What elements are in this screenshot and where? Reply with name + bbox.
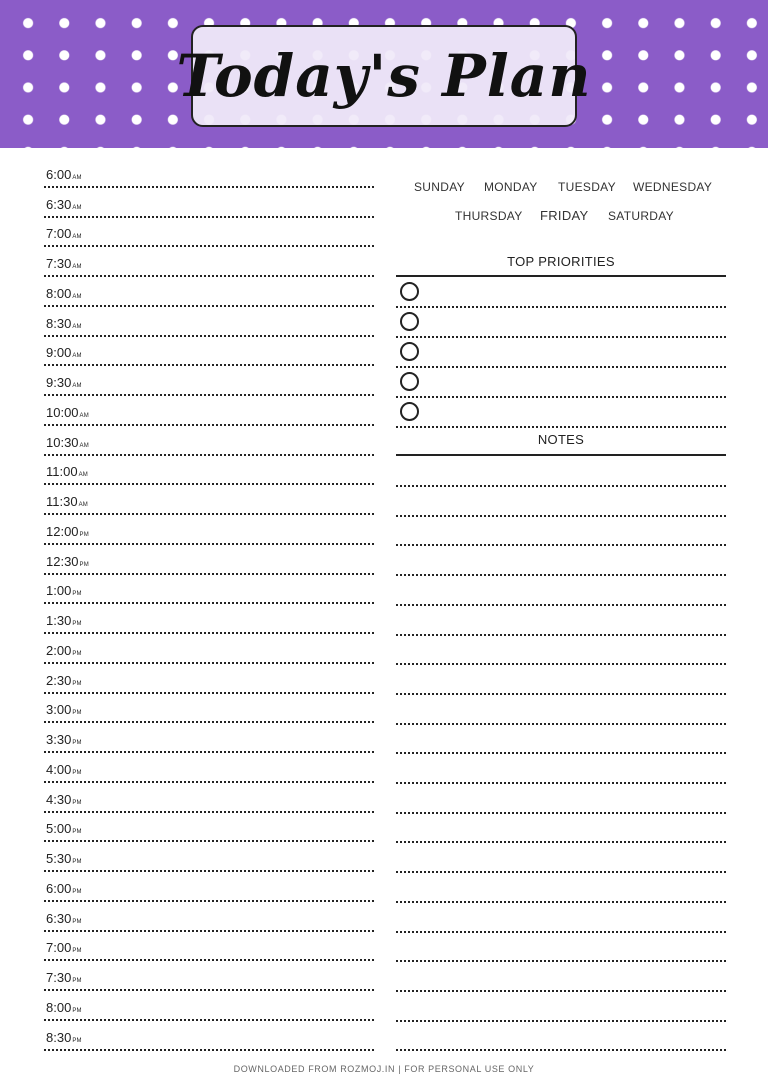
time-slot-row[interactable]	[44, 991, 374, 1021]
time-slot-row[interactable]	[44, 218, 374, 248]
title-box	[176, 25, 592, 127]
time-period: AM	[72, 293, 82, 300]
time-period: PM	[72, 1007, 82, 1014]
time-label	[46, 286, 82, 301]
time-slot-row[interactable]	[44, 456, 374, 486]
time-period: AM	[72, 353, 82, 360]
time-label	[46, 613, 82, 628]
time-value: 6:30	[46, 910, 72, 926]
note-line[interactable]	[396, 990, 726, 992]
time-label	[46, 702, 82, 717]
day-sunday[interactable]: SUNDAY	[414, 180, 465, 194]
note-line[interactable]	[396, 663, 726, 665]
time-slot-row[interactable]	[44, 277, 374, 307]
time-slot-row[interactable]	[44, 604, 374, 634]
time-period: PM	[72, 740, 82, 746]
priority-row[interactable]	[396, 368, 726, 398]
time-slot-row[interactable]	[44, 575, 374, 605]
time-slot-row[interactable]	[44, 961, 374, 991]
time-slot-row[interactable]	[44, 396, 374, 426]
time-label	[46, 673, 82, 688]
time-value: 7:30	[46, 256, 72, 271]
time-value: 4:30	[46, 791, 72, 807]
time-label	[46, 554, 89, 569]
time-value: 6:00	[46, 880, 72, 896]
time-label	[46, 821, 82, 836]
time-value: 7:00	[46, 226, 72, 242]
time-value: 8:00	[46, 285, 72, 301]
time-period: PM	[72, 918, 82, 925]
time-period: PM	[72, 591, 82, 598]
time-slot-row[interactable]	[44, 515, 374, 545]
note-line[interactable]	[396, 1020, 726, 1022]
time-period: PM	[79, 531, 89, 538]
time-slot-row[interactable]	[44, 902, 374, 932]
time-label	[46, 464, 88, 479]
time-period: AM	[72, 234, 82, 241]
time-slot-row[interactable]	[44, 485, 374, 515]
note-line[interactable]	[396, 485, 726, 487]
note-line[interactable]	[396, 515, 726, 517]
time-slot-row[interactable]	[44, 426, 374, 456]
time-period: PM	[79, 561, 89, 568]
time-period: PM	[72, 1037, 82, 1044]
time-value: 9:30	[46, 375, 72, 390]
time-period: AM	[72, 204, 82, 211]
notes-rule	[396, 454, 726, 456]
time-slot-row[interactable]	[44, 247, 374, 277]
time-value: 6:00	[46, 166, 72, 182]
time-label	[46, 524, 89, 539]
time-value: 4:00	[46, 761, 72, 777]
time-slot-row[interactable]	[44, 158, 374, 188]
time-slot-row[interactable]	[44, 366, 374, 396]
time-label	[46, 643, 82, 658]
time-label	[46, 940, 82, 955]
time-slot-row[interactable]	[44, 842, 374, 872]
note-line[interactable]	[396, 752, 726, 754]
priority-checkbox-circle-icon[interactable]	[400, 312, 419, 331]
time-slot-row[interactable]	[44, 188, 374, 218]
time-value: 10:30	[46, 434, 79, 450]
time-period: PM	[72, 978, 82, 984]
time-value: 1:00	[46, 583, 72, 599]
time-slot-row[interactable]	[44, 723, 374, 753]
time-label	[46, 881, 82, 896]
time-label	[46, 792, 82, 807]
time-period: AM	[79, 442, 89, 449]
time-period: AM	[72, 174, 82, 181]
priority-row[interactable]	[396, 338, 726, 368]
priority-row[interactable]	[396, 308, 726, 338]
time-label	[46, 226, 82, 241]
time-value: 8:30	[46, 1029, 72, 1045]
time-value: 5:00	[46, 821, 72, 837]
day-thursday[interactable]: THURSDAY	[455, 209, 523, 223]
time-period: PM	[72, 948, 82, 955]
day-tuesday[interactable]: TUESDAY	[558, 180, 616, 194]
time-value: 7:30	[46, 970, 72, 985]
time-value: 3:30	[46, 732, 72, 747]
time-slot-row[interactable]	[44, 1021, 374, 1051]
page-title: Today's Plan	[176, 42, 592, 110]
time-slot-row[interactable]	[44, 813, 374, 843]
time-value: 10:00	[46, 404, 79, 420]
time-slot-row[interactable]	[44, 694, 374, 724]
time-label	[46, 911, 82, 926]
time-period: AM	[72, 264, 82, 270]
time-value: 2:00	[46, 642, 72, 658]
time-slot-row[interactable]	[44, 753, 374, 783]
note-line[interactable]	[396, 1049, 726, 1051]
time-schedule	[44, 158, 374, 1051]
day-monday[interactable]: MONDAY	[484, 180, 538, 194]
note-line[interactable]	[396, 931, 726, 933]
time-value: 12:30	[46, 553, 79, 569]
day-friday[interactable]: FRIDAY	[540, 208, 589, 223]
note-line[interactable]	[396, 723, 726, 725]
note-line[interactable]	[396, 544, 726, 546]
time-value: 2:30	[46, 672, 72, 688]
time-slot-row[interactable]	[44, 634, 374, 664]
note-line[interactable]	[396, 604, 726, 606]
time-value: 11:30	[46, 494, 78, 509]
time-label	[46, 435, 89, 450]
time-label	[46, 970, 82, 985]
time-period: AM	[78, 502, 88, 508]
time-label	[46, 197, 82, 212]
time-slot-row[interactable]	[44, 337, 374, 367]
time-label	[46, 375, 82, 390]
time-label	[46, 732, 82, 747]
note-line[interactable]	[396, 782, 726, 784]
time-slot-row[interactable]	[44, 307, 374, 337]
time-value: 5:30	[46, 851, 72, 866]
time-label	[46, 1000, 82, 1015]
priority-row[interactable]	[396, 398, 726, 428]
time-label	[46, 851, 82, 866]
time-period: PM	[72, 650, 82, 657]
note-line[interactable]	[396, 812, 726, 814]
time-label	[46, 405, 89, 420]
time-value: 9:00	[46, 345, 72, 361]
time-value: 11:00	[46, 464, 78, 480]
time-value: 1:30	[46, 613, 72, 628]
time-value: 8:30	[46, 315, 72, 331]
time-slot-row[interactable]	[44, 783, 374, 813]
time-label	[46, 1030, 82, 1045]
time-label	[46, 256, 82, 271]
time-period: AM	[72, 323, 82, 330]
time-label	[46, 583, 82, 598]
priority-row[interactable]	[396, 278, 726, 308]
time-slot-row[interactable]	[44, 932, 374, 962]
time-period: PM	[72, 859, 82, 865]
time-slot-row[interactable]	[44, 664, 374, 694]
priority-checkbox-circle-icon[interactable]	[400, 282, 419, 301]
top-priorities-heading: TOP PRIORITIES	[507, 254, 615, 269]
time-value: 7:00	[46, 940, 72, 956]
header-banner	[0, 0, 768, 148]
time-period: PM	[72, 829, 82, 836]
time-period: PM	[72, 888, 82, 895]
note-line[interactable]	[396, 574, 726, 576]
note-line[interactable]	[396, 960, 726, 962]
note-line[interactable]	[396, 871, 726, 873]
time-period: PM	[72, 680, 82, 687]
time-value: 6:30	[46, 196, 72, 212]
footer-text: DOWNLOADED FROM ROZMOJ.IN | FOR PERSONAL USE ONLY	[233, 1064, 535, 1074]
time-value: 8:00	[46, 999, 72, 1015]
notes-heading: NOTES	[537, 432, 585, 447]
priority-checkbox-circle-icon[interactable]	[400, 372, 419, 391]
priority-checkbox-circle-icon[interactable]	[400, 402, 419, 421]
time-period: AM	[72, 383, 82, 389]
time-period: PM	[72, 621, 82, 627]
time-period: AM	[78, 472, 88, 479]
time-value: 3:00	[46, 702, 72, 718]
time-label	[46, 167, 82, 182]
priority-checkbox-circle-icon[interactable]	[400, 342, 419, 361]
day-wednesday[interactable]: WEDNESDAY	[633, 180, 713, 194]
note-line[interactable]	[396, 634, 726, 636]
time-period: PM	[72, 710, 82, 717]
time-label	[46, 316, 82, 331]
time-value: 12:00	[46, 523, 79, 539]
priorities-rule	[396, 275, 726, 277]
time-period: AM	[79, 412, 89, 419]
note-line[interactable]	[396, 693, 726, 695]
time-label	[46, 494, 88, 509]
time-slot-row[interactable]	[44, 872, 374, 902]
time-slot-row[interactable]	[44, 545, 374, 575]
time-label	[46, 345, 82, 360]
time-period: PM	[72, 769, 82, 776]
note-line[interactable]	[396, 841, 726, 843]
note-line[interactable]	[396, 901, 726, 903]
time-label	[46, 762, 82, 777]
day-saturday[interactable]: SATURDAY	[608, 209, 674, 223]
time-period: PM	[72, 799, 82, 806]
